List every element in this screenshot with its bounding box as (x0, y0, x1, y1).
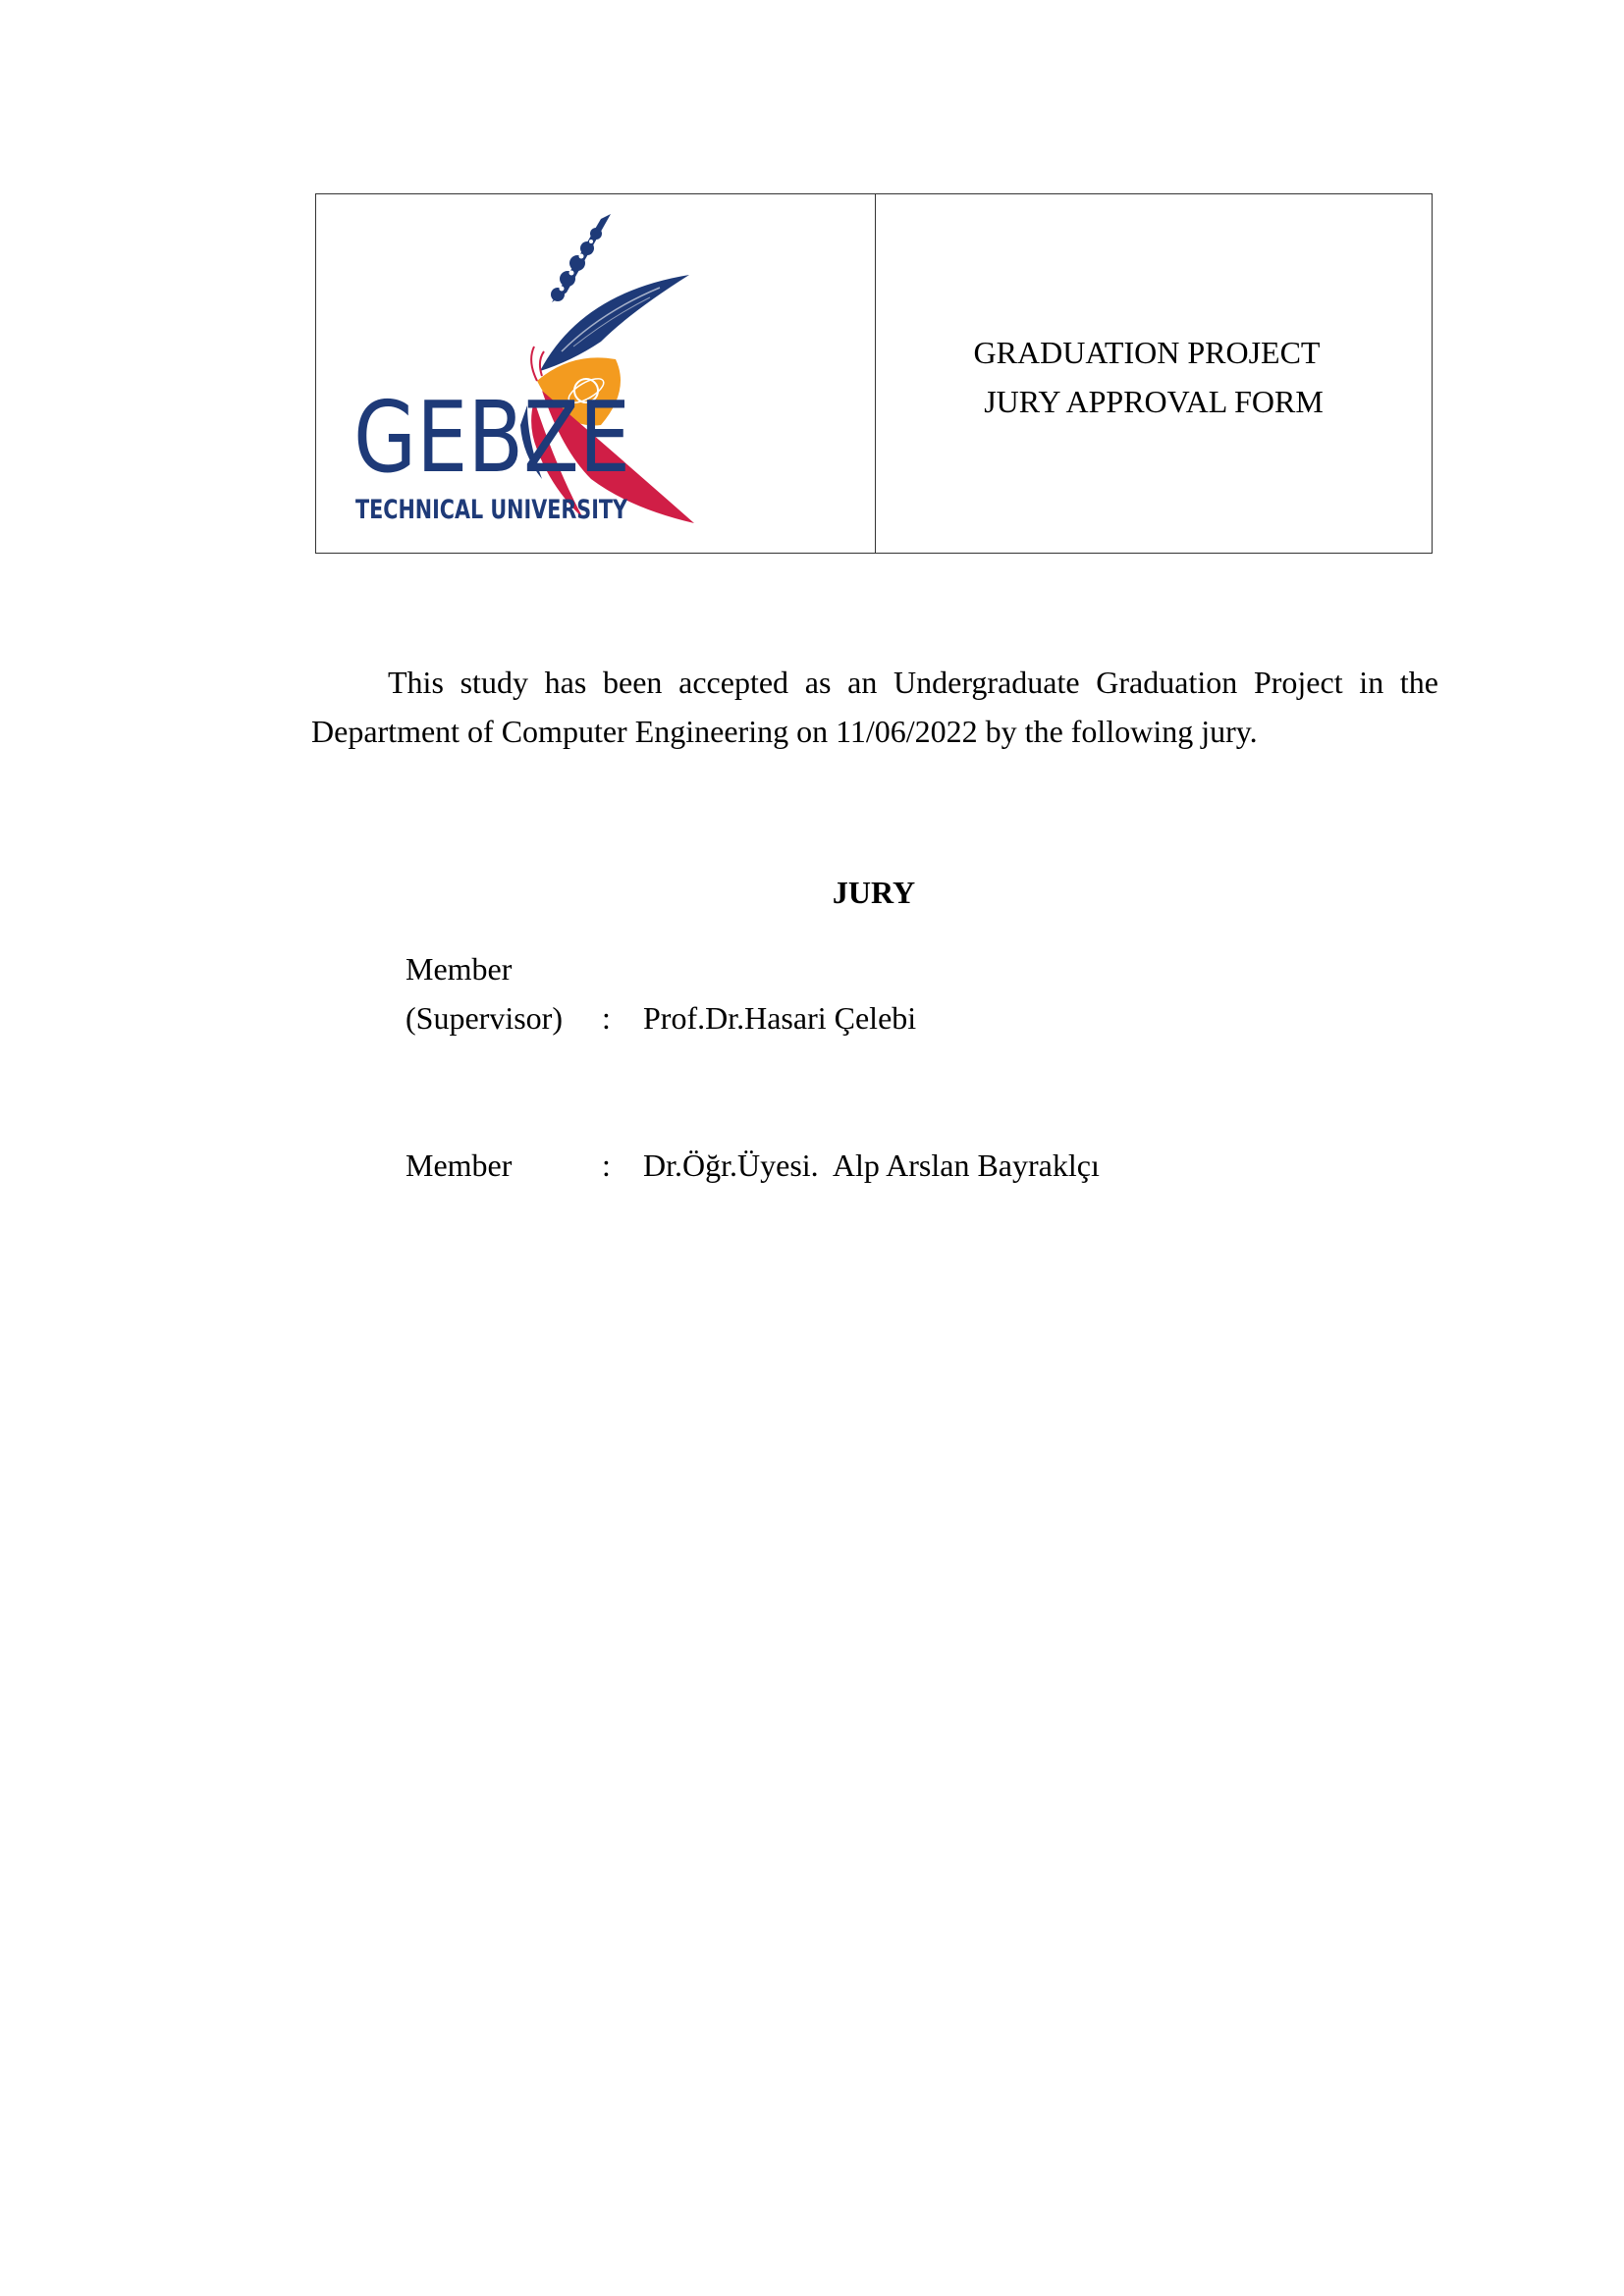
logo-subtitle: TECHNICAL UNIVERSITY (355, 495, 628, 525)
form-title-line2: JURY APPROVAL FORM (984, 384, 1324, 419)
logo-wordmark: GEBZE (353, 380, 630, 495)
form-title-cell (876, 194, 1432, 553)
form-title (876, 328, 1432, 426)
form-title-line1: GRADUATION PROJECT (973, 335, 1321, 370)
logo-cell (316, 194, 876, 553)
jury-member-role: Member (406, 951, 513, 987)
jury-member-separator: : (602, 1000, 611, 1036)
jury-member-role: Member (406, 1148, 513, 1183)
jury-member-role-qualifier: (Supervisor) (406, 1000, 563, 1036)
jury-member-separator: : (602, 1148, 611, 1183)
logo-wing-dots (551, 214, 611, 302)
acceptance-statement: This study has been accepted as an Undergraduate Graduation Project in the Department of Computer Engineering on 11/06/2022 by the following jury. (311, 665, 1438, 749)
jury-member-name: Prof.Dr.Hasari Çelebi (643, 1000, 917, 1036)
jury-member-name: Dr.Öğr.Üyesi. Alp Arslan Bayraklçı (643, 1148, 1100, 1183)
gebze-technical-university-logo (316, 194, 876, 555)
jury-heading: JURY (832, 875, 916, 910)
header-table (315, 193, 1433, 554)
